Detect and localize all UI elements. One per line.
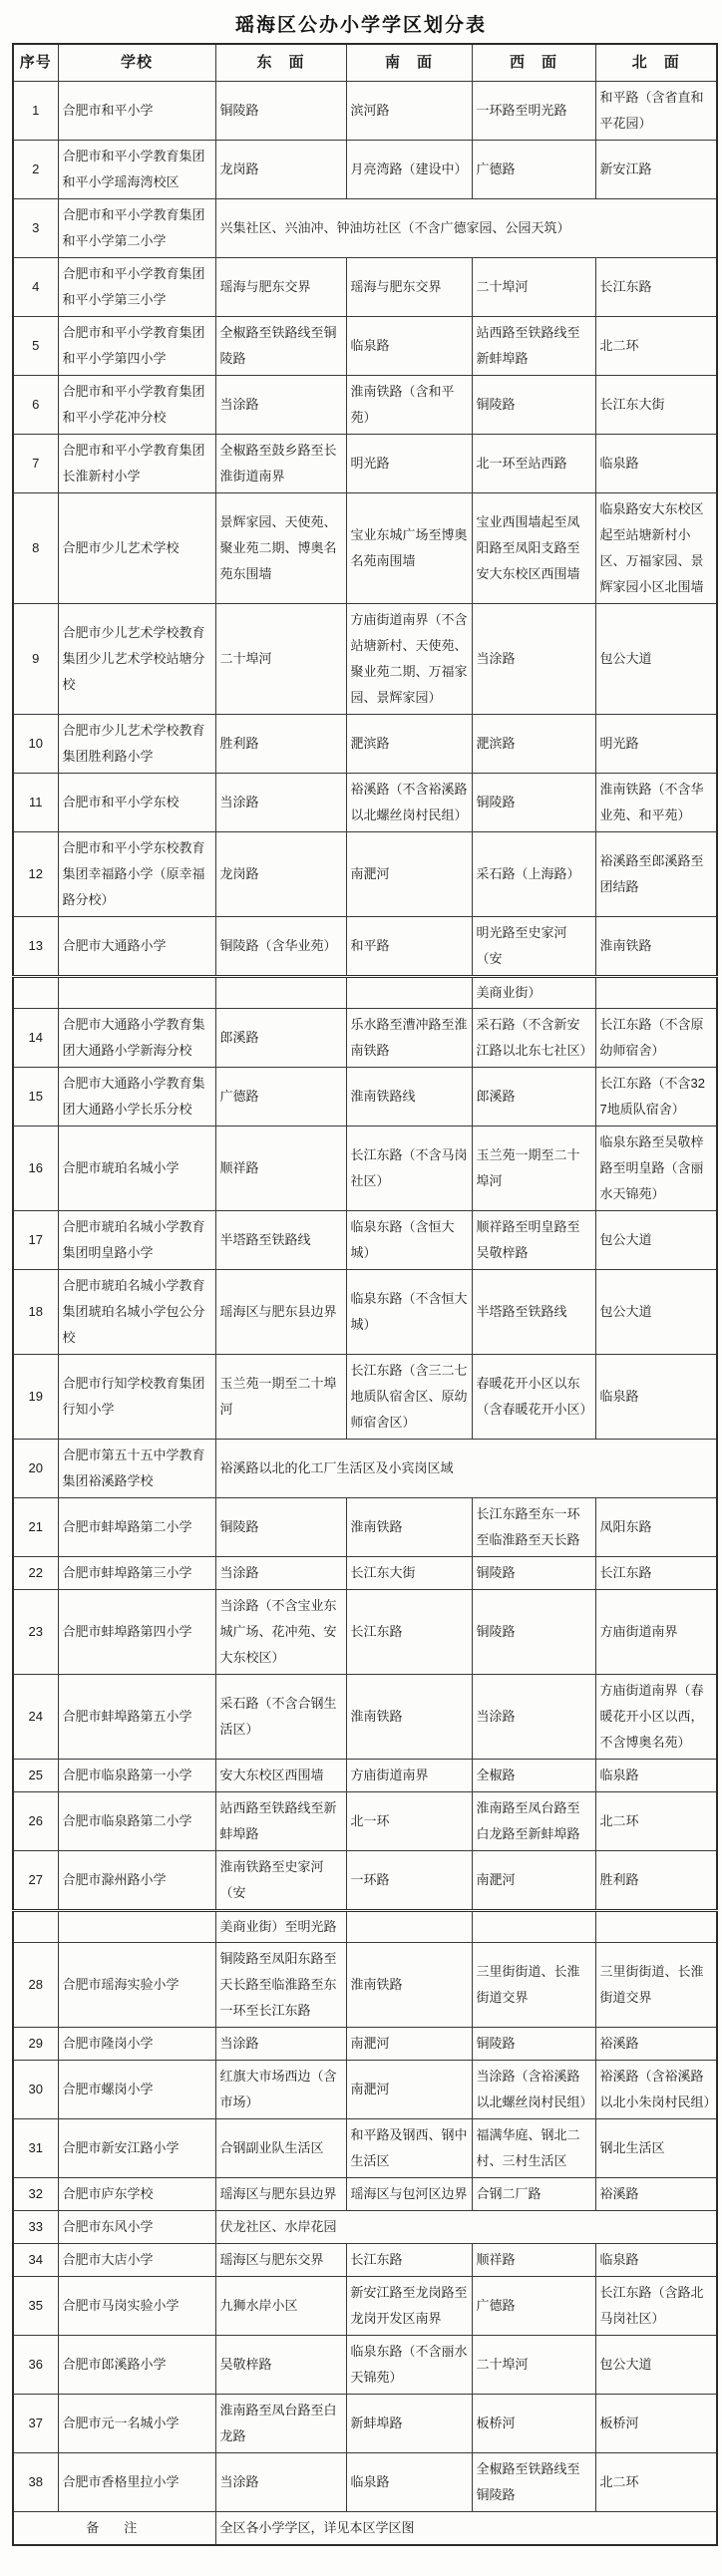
cell-school: 合肥市和平小学教育集团和平小学瑶海湾校区: [58, 141, 215, 199]
cell-north: 明光路: [595, 715, 717, 774]
table-row: [13, 1943, 717, 2028]
cell-east: 当涂路: [215, 774, 346, 832]
cell-east: 二十埠河: [215, 604, 346, 715]
cell-east: 采石路（不含合钢生活区）: [215, 1675, 346, 1760]
cell-north: 裕溪路至郎溪路至团结路: [595, 832, 717, 917]
table-row: [13, 2453, 717, 2512]
cell-south: 临泉东路（不含恒大城）: [346, 1270, 472, 1355]
cell-south: 方庙街道南界（不含站塘新村、天使苑、聚业苑二期、万福家园、景辉家园）: [346, 604, 472, 715]
cell-west: 明光路至史家河（安: [472, 917, 595, 977]
cell-west: 站西路至铁路线至新蚌埠路: [472, 317, 595, 376]
cell-no: 23: [13, 1590, 58, 1675]
cell-north: 裕溪路: [595, 2028, 717, 2061]
cell-no: 34: [13, 2244, 58, 2277]
cell-south: 临泉东路（不含丽水天锦苑）: [346, 2336, 472, 2395]
cell-east: 全椒路至铁路线至铜陵路: [215, 317, 346, 376]
cell-no: 28: [13, 1943, 58, 2028]
cell-west: 全椒路: [472, 1760, 595, 1792]
cell-west: 三里街街道、长淮街道交界: [472, 1943, 595, 2028]
cell-south: [346, 1911, 472, 1943]
cell-east: 瑶海与肥东交界: [215, 258, 346, 317]
cell-east: 淮南路至凤台路至白龙路: [215, 2395, 346, 2453]
cell-school: 合肥市香格里拉小学: [58, 2453, 215, 2512]
cell-school: 合肥市和平小学东校教育集团幸福路小学（原幸福路分校）: [58, 832, 215, 917]
table-row: [13, 774, 717, 832]
table-row: [13, 1009, 717, 1068]
cell-west: 郎溪路: [472, 1068, 595, 1127]
cell-south: 淮南铁路（含和平苑）: [346, 376, 472, 435]
cell-no: 36: [13, 2336, 58, 2395]
cell-no: 35: [13, 2277, 58, 2336]
cell-west: 广德路: [472, 2277, 595, 2336]
cell-school: 合肥市蚌埠路第五小学: [58, 1675, 215, 1760]
cell-north: 长江东路: [595, 1557, 717, 1590]
cell-west: 顺祥路: [472, 2244, 595, 2277]
cell-north: 方庙街道南界: [595, 1590, 717, 1675]
cell-no: 19: [13, 1355, 58, 1440]
table-row: [13, 2277, 717, 2336]
cell-north: 长江东路（含路北马岗社区）: [595, 2277, 717, 2336]
cell-school: 合肥市和平小学教育集团和平小学第三小学: [58, 258, 215, 317]
table-row: [13, 199, 717, 258]
cell-north: 长江东路（不含原幼师宿舍）: [595, 1009, 717, 1068]
page-title: 瑶海区公办小学学区划分表: [234, 15, 487, 36]
table-row: [13, 317, 717, 376]
cell-school: 合肥市临泉路第一小学: [58, 1760, 215, 1792]
table-row: [13, 2119, 717, 2178]
cell-north: 三里街街道、长淮街道交界: [595, 1943, 717, 2028]
cell-school: 合肥市新安江路小学: [58, 2119, 215, 2178]
cell-no: 18: [13, 1270, 58, 1355]
cell-no: 15: [13, 1068, 58, 1127]
cell-west: 采石路（不含新安江路以北东七社区）: [472, 1009, 595, 1068]
cell-school: 合肥市少儿艺术学校: [58, 493, 215, 604]
cell-west: 淮南路至凤台路至白龙路至新蚌埠路: [472, 1792, 595, 1851]
table-row: [13, 917, 717, 977]
cell-east: 全椒路至鼓乡路至长淮街道南界: [215, 435, 346, 493]
note-label: 备 注: [13, 2512, 215, 2546]
cell-north: [595, 977, 717, 1009]
note-row: [13, 2512, 717, 2546]
cell-west: 福满华庭、钢北二村、三村生活区: [472, 2119, 595, 2178]
cell-school: 合肥市蚌埠路第二小学: [58, 1498, 215, 1557]
cell-east: 龙岗路: [215, 141, 346, 199]
cell-merged-boundary: 裕溪路以北的化工厂生活区及小宾岗区域: [215, 1440, 717, 1498]
cell-south: 宝业东城广场至博奥名苑南围墙: [346, 493, 472, 604]
cell-no: 38: [13, 2453, 58, 2512]
cell-school: 合肥市大通路小学: [58, 917, 215, 977]
cell-no: [13, 977, 58, 1009]
cell-school: 合肥市和平小学教育集团和平小学第二小学: [58, 199, 215, 258]
table-row: [13, 141, 717, 199]
cell-east: 瑶海区与肥东县边界: [215, 2178, 346, 2211]
cell-east: 瑶海区与肥东交界: [215, 2244, 346, 2277]
cell-school: 合肥市少儿艺术学校教育集团少儿艺术学校站塘分校: [58, 604, 215, 715]
cell-no: 3: [13, 199, 58, 258]
district-table: [12, 43, 718, 2546]
cell-east: 铜陵路: [215, 82, 346, 141]
cell-school: 合肥市第五十五中学教育集团裕溪路学校: [58, 1440, 215, 1498]
cell-west: 玉兰苑一期至二十埠河: [472, 1127, 595, 1211]
cell-school: 合肥市庐东学校: [58, 2178, 215, 2211]
cell-school: 合肥市大通路小学教育集团大通路小学长乐分校: [58, 1068, 215, 1127]
table-row: [13, 2336, 717, 2395]
cell-school: 合肥市临泉路第二小学: [58, 1792, 215, 1851]
cell-east: 景辉家园、天使苑、聚业苑二期、博奥名苑东围墙: [215, 493, 346, 604]
cell-south: 淝滨路: [346, 715, 472, 774]
cell-no: 26: [13, 1792, 58, 1851]
cell-east: 龙岗路: [215, 832, 346, 917]
table-row: [13, 1440, 717, 1498]
cell-no: 31: [13, 2119, 58, 2178]
cell-east: 铜陵路: [215, 1498, 346, 1557]
cell-north: 淮南铁路（不含华业苑、和平苑）: [595, 774, 717, 832]
table-body: [13, 82, 717, 2546]
cell-no: 4: [13, 258, 58, 317]
cell-no: [13, 1911, 58, 1943]
header-cell-0: 序号: [13, 44, 58, 82]
cell-school: 合肥市隆岗小学: [58, 2028, 215, 2061]
table-row: [13, 1760, 717, 1792]
cell-school: 合肥市行知学校教育集团行知小学: [58, 1355, 215, 1440]
cell-south: 长江东路（不含马岗社区）: [346, 1127, 472, 1211]
table-row: [13, 604, 717, 715]
table-row: [13, 1792, 717, 1851]
table-row: [13, 2395, 717, 2453]
cell-east: 安大东校区西围墙: [215, 1760, 346, 1792]
cell-school: 合肥市大店小学: [58, 2244, 215, 2277]
cell-no: 14: [13, 1009, 58, 1068]
cell-north: 北二环: [595, 317, 717, 376]
table-row: [13, 2028, 717, 2061]
cell-no: 30: [13, 2061, 58, 2119]
header-cell-1: 学校: [58, 44, 215, 82]
cell-west: 采石路（上海路）: [472, 832, 595, 917]
table-row: [13, 2178, 717, 2211]
cell-north: 临泉路: [595, 1355, 717, 1440]
cell-west: [472, 1911, 595, 1943]
cell-west: 铜陵路: [472, 2028, 595, 2061]
header-cell-4: 西 面: [472, 44, 595, 82]
cell-north: 临泉路: [595, 2244, 717, 2277]
cell-east: 九狮水岸小区: [215, 2277, 346, 2336]
cell-school: 合肥市琥珀名城小学: [58, 1127, 215, 1211]
table-row: [13, 2061, 717, 2119]
cell-south: 北一环: [346, 1792, 472, 1851]
cell-east: 当涂路: [215, 376, 346, 435]
cell-south: 新安江路至龙岗路至龙岗开发区南界: [346, 2277, 472, 2336]
cell-south: 临泉东路（含恒大城）: [346, 1211, 472, 1270]
cell-west: 长江东路至东一环至临淮路至天长路: [472, 1498, 595, 1557]
cell-south: 乐水路至漕冲路至淮南铁路: [346, 1009, 472, 1068]
cell-west: 当涂路（含裕溪路以北螺丝岗村民组）: [472, 2061, 595, 2119]
cell-west: 淝滨路: [472, 715, 595, 774]
cell-no: 33: [13, 2211, 58, 2244]
cell-school: 合肥市瑶海实验小学: [58, 1943, 215, 2028]
cell-south: 一环路: [346, 1851, 472, 1911]
cell-east: 铜陵路至凤阳东路至天长路至临淮路至东一环至长江东路: [215, 1943, 346, 2028]
cell-south: 方庙街道南界: [346, 1760, 472, 1792]
cell-no: 22: [13, 1557, 58, 1590]
cell-no: 9: [13, 604, 58, 715]
cell-school: 合肥市和平小学: [58, 82, 215, 141]
table-row: [13, 832, 717, 917]
note-text: 全区各小学学区，详见本区学区图: [215, 2512, 717, 2546]
cell-north: 板桥河: [595, 2395, 717, 2453]
cell-west: 南淝河: [472, 1851, 595, 1911]
cell-school: [58, 1911, 215, 1943]
cell-no: 29: [13, 2028, 58, 2061]
cell-north: 裕溪路（含裕溪路以北小朱岗村民组）: [595, 2061, 717, 2119]
table-row: [13, 1675, 717, 1760]
cell-south: 南淝河: [346, 2028, 472, 2061]
cell-school: 合肥市马岗实验小学: [58, 2277, 215, 2336]
cell-no: 27: [13, 1851, 58, 1911]
cell-north: 裕溪路: [595, 2178, 717, 2211]
cell-south: 长江东大街: [346, 1557, 472, 1590]
cell-west: 当涂路: [472, 604, 595, 715]
table-row: [13, 258, 717, 317]
cell-school: 合肥市和平小学教育集团长淮新村小学: [58, 435, 215, 493]
cell-school: 合肥市东风小学: [58, 2211, 215, 2244]
cell-east: 吴敬梓路: [215, 2336, 346, 2395]
cell-merged-boundary: 伏龙社区、水岸花园: [215, 2211, 717, 2244]
table-continuation-row: [13, 977, 717, 1009]
cell-south: [346, 977, 472, 1009]
table-row: [13, 1355, 717, 1440]
cell-no: 12: [13, 832, 58, 917]
cell-no: 37: [13, 2395, 58, 2453]
cell-north: 包公大道: [595, 2336, 717, 2395]
cell-east: 淮南铁路至史家河（安: [215, 1851, 346, 1911]
table-header-row: [13, 44, 717, 82]
cell-north: 包公大道: [595, 604, 717, 715]
cell-south: 瑶海与肥东交界: [346, 258, 472, 317]
table-row: [13, 715, 717, 774]
cell-north: 临泉东路至吴敬梓路至明皇路（含丽水天锦苑）: [595, 1127, 717, 1211]
cell-no: 5: [13, 317, 58, 376]
table-row: [13, 435, 717, 493]
table-row: [13, 2211, 717, 2244]
cell-east: 胜利路: [215, 715, 346, 774]
cell-west: 铜陵路: [472, 1590, 595, 1675]
cell-no: 20: [13, 1440, 58, 1498]
cell-west: 全椒路至铁路线至铜陵路: [472, 2453, 595, 2512]
cell-no: 11: [13, 774, 58, 832]
cell-no: 16: [13, 1127, 58, 1211]
cell-west: 当涂路: [472, 1675, 595, 1760]
cell-east: 广德路: [215, 1068, 346, 1127]
cell-no: 13: [13, 917, 58, 977]
table-continuation-row: [13, 1911, 717, 1943]
cell-south: 淮南铁路: [346, 1498, 472, 1557]
cell-east: 当涂路（不含宝业东城广场、花冲苑、安大东校区）: [215, 1590, 346, 1675]
cell-west: 广德路: [472, 141, 595, 199]
cell-north: 北二环: [595, 1792, 717, 1851]
cell-no: 24: [13, 1675, 58, 1760]
cell-west: 美商业街）: [472, 977, 595, 1009]
cell-west: 顺祥路至明皇路至吴敬梓路: [472, 1211, 595, 1270]
cell-west: 二十埠河: [472, 258, 595, 317]
cell-north: 北二环: [595, 2453, 717, 2512]
cell-east: 红旗大市场西边（含市场）: [215, 2061, 346, 2119]
cell-west: 铜陵路: [472, 1557, 595, 1590]
cell-west: 二十埠河: [472, 2336, 595, 2395]
cell-east: 当涂路: [215, 2028, 346, 2061]
table-row: [13, 1270, 717, 1355]
cell-no: 32: [13, 2178, 58, 2211]
cell-merged-boundary: 兴集社区、兴油冲、钟油坊社区（不含广德家园、公园天筑）: [215, 199, 717, 258]
cell-west: 北一环至站西路: [472, 435, 595, 493]
cell-east: 顺祥路: [215, 1127, 346, 1211]
cell-west: 一环路至明光路: [472, 82, 595, 141]
table-row: [13, 82, 717, 141]
cell-school: [58, 977, 215, 1009]
table-row: [13, 493, 717, 604]
cell-no: 2: [13, 141, 58, 199]
cell-south: 长江东路（含三二七地质队宿舍区、原幼师宿舍区）: [346, 1355, 472, 1440]
cell-west: 板桥河: [472, 2395, 595, 2453]
cell-west: 半塔路至铁路线: [472, 1270, 595, 1355]
cell-north: 淮南铁路: [595, 917, 717, 977]
cell-west: 宝业西围墙起至凤阳路至凤阳支路至安大东校区西围墙: [472, 493, 595, 604]
cell-no: 6: [13, 376, 58, 435]
cell-no: 17: [13, 1211, 58, 1270]
cell-south: 明光路: [346, 435, 472, 493]
cell-south: 长江东路: [346, 1590, 472, 1675]
cell-south: 南淝河: [346, 832, 472, 917]
cell-west: 合钢二厂路: [472, 2178, 595, 2211]
cell-south: 淮南铁路线: [346, 1068, 472, 1127]
header-cell-2: 东 面: [215, 44, 346, 82]
cell-east: 郎溪路: [215, 1009, 346, 1068]
cell-north: 长江东路（不含327地质队宿舍）: [595, 1068, 717, 1127]
cell-south: 淮南铁路: [346, 1943, 472, 2028]
header-cell-3: 南 面: [346, 44, 472, 82]
cell-no: 25: [13, 1760, 58, 1792]
cell-school: 合肥市琥珀名城小学教育集团明皇路小学: [58, 1211, 215, 1270]
cell-east: 铜陵路（含华业苑）: [215, 917, 346, 977]
cell-east: 合钢副业队生活区: [215, 2119, 346, 2178]
cell-school: 合肥市少儿艺术学校教育集团胜利路小学: [58, 715, 215, 774]
cell-east: 当涂路: [215, 1557, 346, 1590]
table-row: [13, 1590, 717, 1675]
header-cell-5: 北 面: [595, 44, 717, 82]
table-row: [13, 1851, 717, 1911]
cell-north: 临泉路安大东校区起至站塘新村小区、万福家园、景辉家园小区北围墙: [595, 493, 717, 604]
cell-south: 和平路: [346, 917, 472, 977]
cell-east: 美商业街）至明光路: [215, 1911, 346, 1943]
cell-school: 合肥市螺岗小学: [58, 2061, 215, 2119]
cell-school: 合肥市和平小学东校: [58, 774, 215, 832]
cell-west: 春暖花开小区以东（含春暖花开小区）: [472, 1355, 595, 1440]
cell-south: 临泉路: [346, 317, 472, 376]
cell-no: 8: [13, 493, 58, 604]
table-row: [13, 1498, 717, 1557]
cell-south: 月亮湾路（建设中）: [346, 141, 472, 199]
cell-west: 铜陵路: [472, 376, 595, 435]
cell-school: 合肥市琥珀名城小学教育集团琥珀名城小学包公分校: [58, 1270, 215, 1355]
cell-south: 和平路及钢西、钢中生活区: [346, 2119, 472, 2178]
cell-south: 临泉路: [346, 2453, 472, 2512]
cell-no: 7: [13, 435, 58, 493]
cell-south: 南淝河: [346, 2061, 472, 2119]
table-row: [13, 1211, 717, 1270]
cell-south: 淮南铁路: [346, 1675, 472, 1760]
cell-north: [595, 1911, 717, 1943]
cell-east: 站西路至铁路线至新蚌埠路: [215, 1792, 346, 1851]
table-row: [13, 1557, 717, 1590]
cell-east: [215, 977, 346, 1009]
cell-north: 临泉路: [595, 1760, 717, 1792]
cell-north: 包公大道: [595, 1270, 717, 1355]
cell-school: 合肥市滁州路小学: [58, 1851, 215, 1911]
cell-school: 合肥市蚌埠路第三小学: [58, 1557, 215, 1590]
table-row: [13, 376, 717, 435]
cell-east: 半塔路至铁路线: [215, 1211, 346, 1270]
cell-north: 和平路（含省直和平花园）: [595, 82, 717, 141]
cell-north: 凤阳东路: [595, 1498, 717, 1557]
cell-north: 包公大道: [595, 1211, 717, 1270]
cell-no: 10: [13, 715, 58, 774]
table-row: [13, 1068, 717, 1127]
cell-east: 当涂路: [215, 2453, 346, 2512]
cell-no: 1: [13, 82, 58, 141]
cell-north: 胜利路: [595, 1851, 717, 1911]
cell-school: 合肥市元一名城小学: [58, 2395, 215, 2453]
cell-south: 裕溪路（不含裕溪路以北螺丝岗村民组）: [346, 774, 472, 832]
cell-north: 长江东大街: [595, 376, 717, 435]
cell-school: 合肥市和平小学教育集团和平小学第四小学: [58, 317, 215, 376]
cell-east: 瑶海区与肥东县边界: [215, 1270, 346, 1355]
cell-west: 铜陵路: [472, 774, 595, 832]
cell-north: 临泉路: [595, 435, 717, 493]
table-row: [13, 1127, 717, 1211]
cell-south: 滨河路: [346, 82, 472, 141]
cell-no: 21: [13, 1498, 58, 1557]
cell-school: 合肥市郎溪路小学: [58, 2336, 215, 2395]
cell-north: 长江东路: [595, 258, 717, 317]
cell-school: 合肥市和平小学教育集团和平小学花冲分校: [58, 376, 215, 435]
cell-school: 合肥市大通路小学教育集团大通路小学新海分校: [58, 1009, 215, 1068]
cell-south: 长江东路: [346, 2244, 472, 2277]
cell-south: 瑶海区与包河区边界: [346, 2178, 472, 2211]
cell-school: 合肥市蚌埠路第四小学: [58, 1590, 215, 1675]
cell-east: 玉兰苑一期至二十埠河: [215, 1355, 346, 1440]
cell-north: 新安江路: [595, 141, 717, 199]
cell-south: 新蚌埠路: [346, 2395, 472, 2453]
table-row: [13, 2244, 717, 2277]
cell-north: 钢北生活区: [595, 2119, 717, 2178]
cell-north: 方庙街道南界（春暖花开小区以西，不含博奥名苑）: [595, 1675, 717, 1760]
